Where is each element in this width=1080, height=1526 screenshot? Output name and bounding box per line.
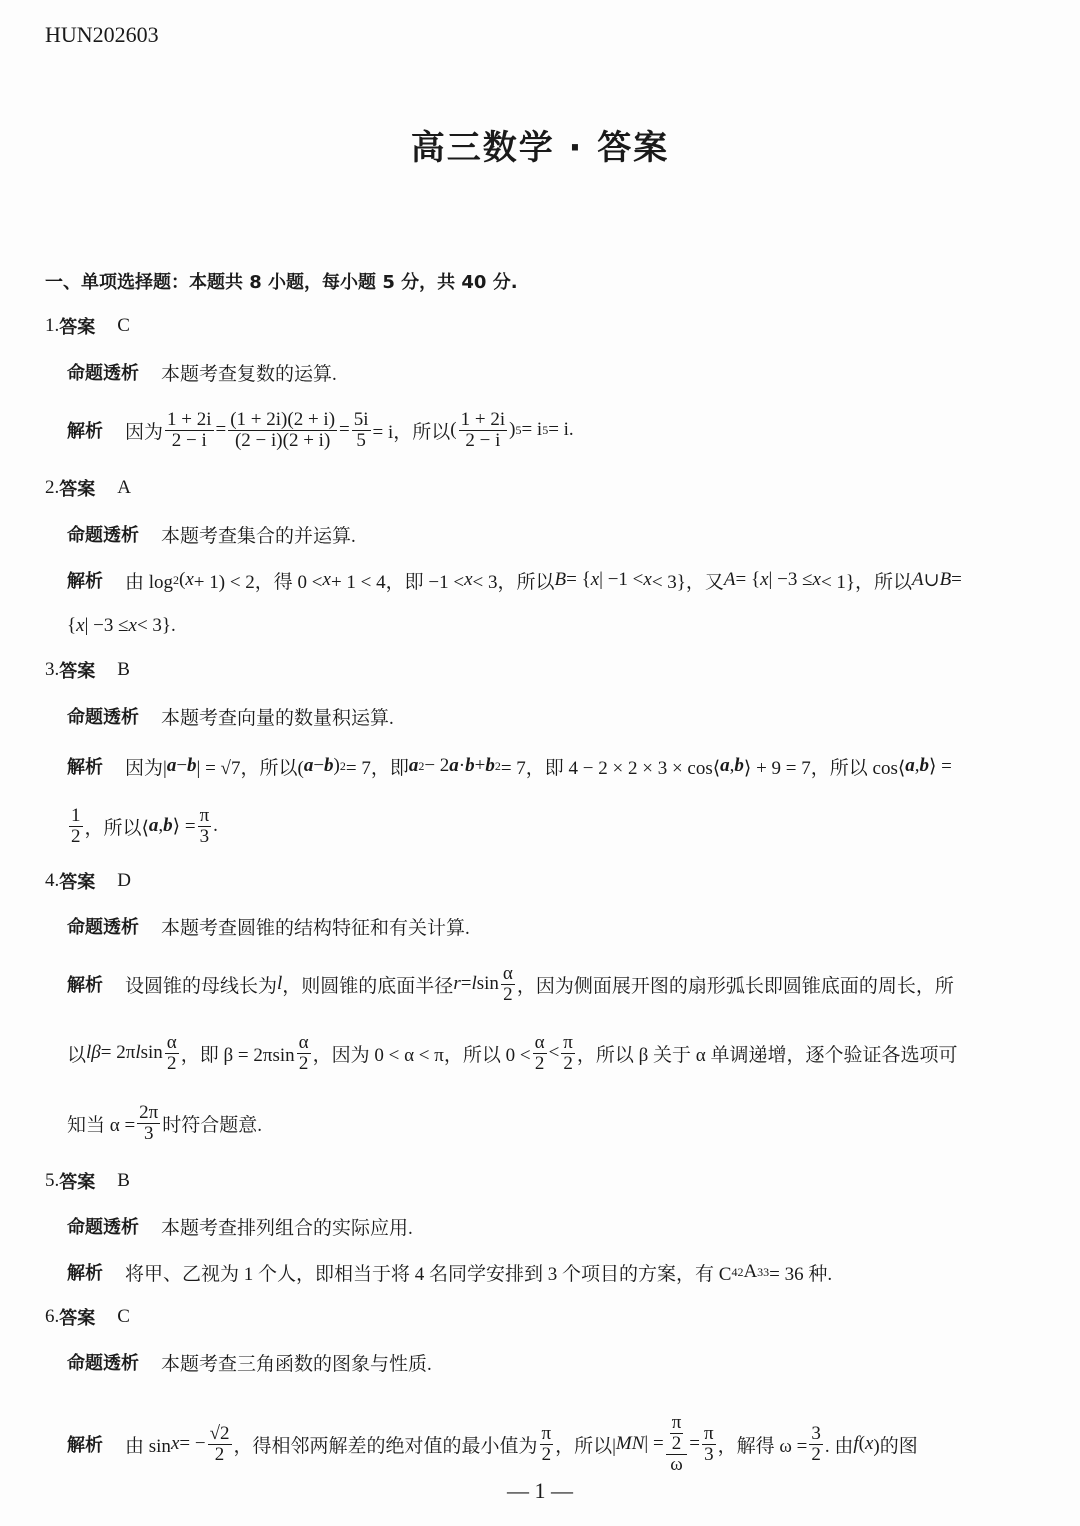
label: 命题透析 [67,917,139,938]
intent-line [67,1332,432,1392]
subscript: 3 [757,1264,764,1279]
question-number: 2. [45,477,60,498]
math-text: − 2 [424,755,450,776]
variable: B [554,569,567,590]
intent-line [67,896,470,956]
variable: x [590,569,600,590]
intent-text: 本题考查复数的运算. [161,363,337,385]
denominator [297,1054,311,1074]
answer-value: A [117,477,131,498]
subscript: 4 [731,1264,738,1279]
variable: A [912,569,924,590]
math-text: ⟩ = [172,815,196,837]
math-text: 2π [139,1101,159,1123]
math-text: , [158,815,164,836]
math-text: π [541,1422,552,1444]
answer-value: D [117,870,131,891]
intent-text: 本题考查三角函数的图象与性质. [161,1353,432,1375]
math-text: ) [509,419,516,440]
math-text: (2 − i)(2 + i) [234,429,331,451]
math-text: 由 log [125,571,174,593]
math-text: (1 + 2i)(2 + i) [230,408,336,430]
denominator [165,1054,179,1074]
fraction [165,1033,179,1074]
intent-text: 本题考查向量的数量积运算. [161,707,394,729]
math-text: , [729,755,735,776]
vector-symbol: a [905,755,915,776]
answer-label: 答案 [59,872,96,893]
fraction [228,410,337,451]
math-text: A [743,1261,758,1282]
math-text: 2 [671,1433,682,1455]
label: 解析 [67,1263,103,1284]
math-text: , [914,755,920,776]
math-text: ，则圆锥的底面半径 [282,975,454,997]
denominator [198,827,212,847]
math-text: ，所以| [555,1435,616,1457]
label: 解析 [67,571,103,592]
math-text: 1 + 2i [460,408,506,430]
fraction [165,410,214,451]
math-text: = 7，即 [345,757,409,779]
math-text: − [313,755,325,776]
math-text: < 1}，所以 [820,571,913,593]
denominator [670,1434,684,1454]
math-text: 2 [811,1443,821,1465]
fraction [702,1424,716,1465]
denominator [540,1445,554,1465]
math-text: 3 [704,1443,714,1465]
variable: x [760,569,769,590]
denominator [170,431,209,451]
intent-line [67,342,337,402]
math-text: = i，所以 [372,421,451,443]
variable: x [464,569,473,590]
variable: x [170,1433,180,1454]
label: 命题透析 [67,1217,139,1238]
superscript: 5 [542,422,549,437]
variable: x [643,569,652,590]
vector-symbol: a [720,755,730,776]
denominator [463,431,502,451]
math-text: sin [140,1042,163,1063]
math-text: 2 [214,1443,225,1465]
math-text: ，即 β = 2πsin [180,1044,295,1066]
fraction [533,1033,547,1074]
math-text: = [339,419,350,440]
denominator [213,1445,227,1465]
superscript: 5 [515,422,522,437]
fraction [297,1033,311,1074]
numerator [670,1413,684,1434]
math-text: ，所以⟨ [84,817,149,839]
math-text: . 由 [824,1435,854,1457]
fraction [666,1413,688,1475]
analysis-line [67,1414,918,1474]
variable: l [471,973,477,994]
vector-symbol: b [187,755,197,776]
answer-label: 答案 [59,317,96,338]
vector-symbol: b [919,755,930,776]
math-text: 2 [541,1443,552,1465]
math-text: . [213,815,218,836]
variable: x [322,569,331,590]
variable: x [185,569,194,590]
math-text: 3 [143,1122,154,1144]
numerator [459,410,508,431]
fraction [809,1424,823,1465]
numerator [666,1413,688,1455]
math-text: · [458,755,466,776]
analysis-line [67,1242,832,1302]
numerator [165,410,214,431]
math-text: 5 [356,429,366,451]
math-text: 时符合题意. [162,1114,263,1136]
numerator [208,1424,232,1445]
math-text: = [215,419,227,440]
analysis-line [67,736,952,796]
math-text: | = [644,1433,664,1454]
vector-symbol: b [485,755,495,776]
vector-symbol: a [166,755,177,776]
math-text: ( [858,1433,865,1454]
math-text: α [534,1031,545,1053]
math-text: π [671,1412,682,1434]
answer-label: 答案 [59,479,96,500]
math-text: = { [566,569,591,590]
variable: l [135,1042,141,1063]
question-number: 6. [45,1306,60,1327]
fraction [198,806,212,847]
math-text: + 1 < 4，即 −1 < [330,571,465,593]
math-text: < 3}，又 [651,571,724,593]
label: 命题透析 [67,363,139,384]
superscript: 2 [494,758,501,773]
analysis-line [67,954,954,1014]
math-text: 以 [67,1044,87,1066]
variable: x [812,569,821,590]
math-text: 5i [353,408,369,430]
math-text: + 1) < 2，得 0 < [193,571,323,593]
label: 命题透析 [67,1353,139,1374]
math-text: 2 − i [171,429,207,451]
math-text: = 7，即 4 − 2 × 2 × 3 × cos⟨ [500,757,721,779]
math-text: α [502,962,513,984]
denominator [233,431,332,451]
answer-label: 答案 [59,1308,96,1329]
vector-symbol: b [163,815,173,836]
vector-symbol: b [734,755,744,776]
math-text: = i [521,419,543,440]
math-text: 2 [167,1052,177,1074]
question-number: 3. [45,659,60,680]
math-text: ，解得 ω = [717,1435,808,1457]
variable: f [853,1433,859,1454]
math-text: 2 [298,1052,309,1074]
math-text: = i. [548,419,574,440]
math-text: 2 [71,825,81,847]
math-text: π [704,1422,714,1444]
variable: l [277,973,283,994]
vector-symbol: b [465,755,475,776]
math-text: √2 [209,1422,230,1444]
math-text: + [474,755,486,776]
superscript: 2 [418,758,425,773]
math-text: 2 [503,983,513,1005]
superscript: 2 [737,1264,744,1279]
math-text: ，所以 β 关于 α 单调递增，逐个验证各选项可 [576,1044,958,1066]
variable: B [939,569,952,590]
vector-symbol: a [148,815,159,836]
math-text: = { [735,569,761,590]
math-text: ω [670,1453,683,1475]
numerator [352,410,371,431]
math-text: ( [450,419,457,440]
page-number: — 1 — [507,1478,573,1503]
label: 解析 [67,757,103,778]
numerator [297,1033,311,1054]
math-text: | −1 < [599,569,644,590]
math-text: 2 − i [465,429,501,451]
fraction [352,410,371,451]
math-text: sin [476,973,499,994]
numerator [533,1033,547,1054]
variable: MN [615,1433,645,1454]
answer-value: C [117,1306,130,1327]
fraction [208,1424,232,1465]
denominator [142,1124,156,1144]
variable: x [128,615,137,636]
math-text: = [951,569,962,590]
fraction [459,410,508,451]
numerator [198,806,212,827]
math-text: 因为| [125,757,167,779]
analysis-line [67,400,574,460]
math-text: | = √7，所以( [196,757,304,779]
math-text: | −3 ≤ [768,569,813,590]
math-text: )的图 [873,1435,918,1457]
math-text: 1 [71,804,81,826]
denominator [702,1445,716,1465]
fraction [540,1424,554,1465]
analysis-line [67,1093,262,1153]
numerator [540,1424,554,1445]
question-number: 1. [45,315,60,336]
label: 解析 [67,975,103,996]
math-text: = 2π [100,1042,136,1063]
fraction [501,964,515,1005]
answer-value: B [117,659,130,680]
math-text: = − [179,1433,206,1454]
vector-symbol: a [303,755,314,776]
label: 命题透析 [67,525,139,546]
math-text: = 36 种. [769,1263,833,1285]
document-code: HUN202603 [45,22,159,47]
math-text: = [460,973,472,994]
variable: x [76,615,85,636]
variable: r [453,973,461,994]
label: 解析 [67,421,103,442]
vector-symbol: b [324,755,334,776]
math-text: < [548,1042,560,1063]
analysis-line [67,550,962,610]
math-text: π [199,804,210,826]
math-text: 1 + 2i [167,408,212,430]
superscript: 3 [763,1264,770,1279]
math-text: − [176,755,188,776]
math-text: = [689,1433,701,1454]
numerator [561,1033,575,1054]
math-text: ，因为 0 < α < π，所以 0 < [312,1044,531,1066]
variable: A [723,569,736,590]
math-text: ，因为侧面展开图的扇形弧长即圆锥底面的周长，所 [516,975,954,997]
question-number: 4. [45,870,60,891]
math-text: α [298,1031,309,1053]
vector-symbol: a [449,755,459,776]
math-text: ( [179,569,186,590]
math-text: 知当 α = [67,1114,136,1136]
math-text: ⟩ + 9 = 7，所以 cos⟨ [743,757,906,779]
vector-symbol: a [408,755,419,776]
math-text: 因为 [125,421,164,443]
numerator [501,964,515,985]
math-text: < 3}. [136,615,176,636]
math-text: ，得相邻两解差的绝对值的最小值为 [233,1435,538,1457]
math-text: 将甲、乙视为 1 个人，即相当于将 4 名同学安排到 3 个项目的方案，有 C [125,1263,732,1285]
denominator [561,1054,575,1074]
math-text: 2 [563,1052,573,1074]
math-text: < 3，所以 [472,571,555,593]
math-text: π [563,1031,573,1053]
denominator [809,1445,823,1465]
superscript: 2 [339,758,346,773]
numerator [809,1424,823,1445]
numerator [228,410,337,431]
denominator [69,827,83,847]
numerator [702,1424,716,1445]
denominator [533,1054,547,1074]
answer-label: 答案 [59,1172,96,1193]
analysis-line [67,796,218,856]
math-text: 3 [811,1422,821,1444]
subscript: 2 [173,572,180,587]
math-text: 设圆锥的母线长为 [125,975,278,997]
numerator [69,806,83,827]
denominator [501,985,515,1005]
math-text: ) [333,755,340,776]
math-text: 由 sin [125,1435,171,1457]
question-number: 5. [45,1170,60,1191]
answer-label: 答案 [59,661,96,682]
intent-text: 本题考查集合的并运算. [161,525,356,547]
math-text: | −3 ≤ [84,615,129,636]
variable: x [864,1433,874,1454]
page-title: 高三数学 · 答案 [410,128,670,168]
answer-value: C [117,315,130,336]
intent-text: 本题考查圆锥的结构特征和有关计算. [161,917,470,939]
math-text: 3 [199,825,210,847]
answer-value: B [117,1170,130,1191]
math-text: 2 [534,1052,545,1074]
denominator [354,431,368,451]
fraction [670,1413,684,1454]
fraction [137,1103,160,1144]
analysis-line [67,1023,958,1083]
math-text: α [166,1031,177,1053]
fraction [561,1033,575,1074]
section-heading: 一、单项选择题：本题共 8 小题，每小题 5 分，共 40 分. [45,272,518,293]
intent-text: 本题考查排列组合的实际应用. [161,1217,413,1239]
math-text: ∪ [923,569,940,591]
label: 命题透析 [67,707,139,728]
math-text: ⟩ = [929,755,952,777]
variable: lβ [86,1042,101,1063]
numerator [165,1033,179,1054]
denominator [668,1455,685,1475]
fraction [69,806,83,847]
label: 解析 [67,1435,103,1456]
math-text: { [67,615,77,636]
numerator [137,1103,160,1124]
